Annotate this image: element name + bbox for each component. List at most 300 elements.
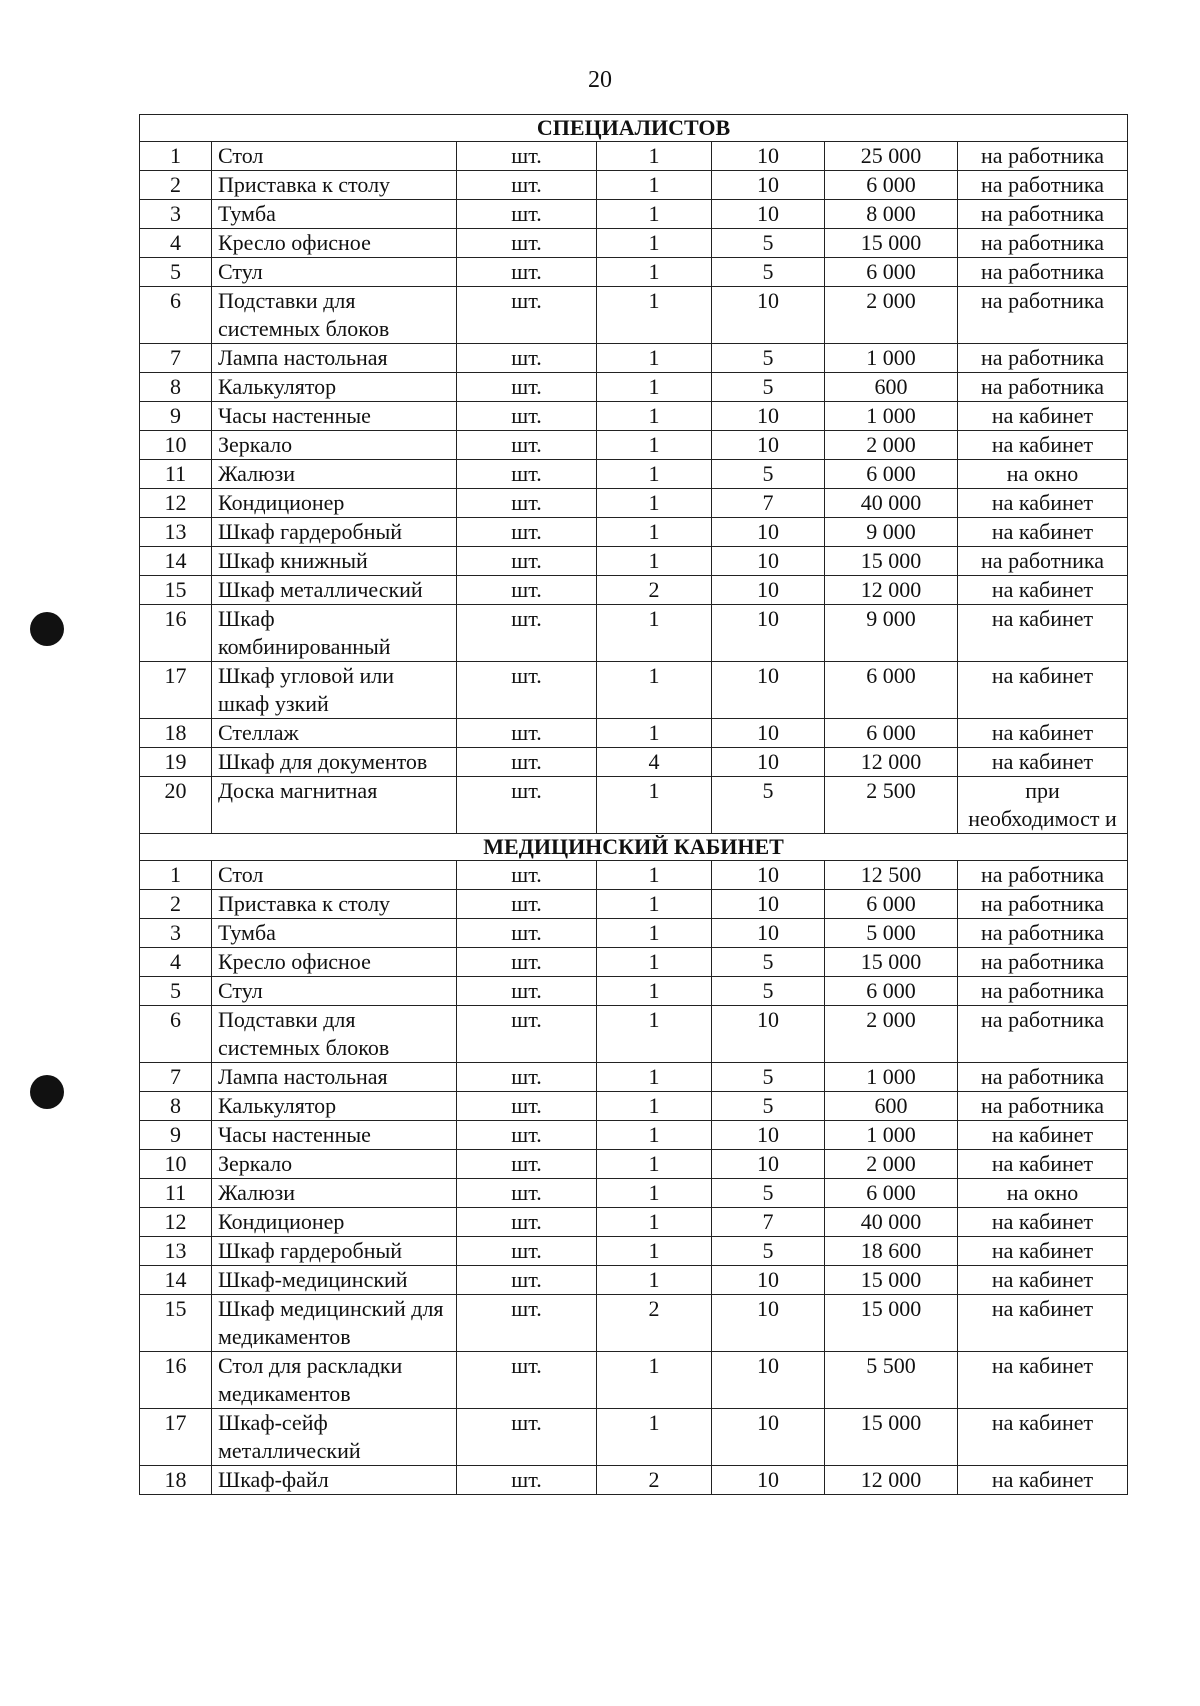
- price-cell: 1 000: [825, 1121, 958, 1150]
- table-row: [140, 142, 1128, 171]
- row-number: 10: [140, 1150, 212, 1179]
- price-cell: 2 500: [825, 777, 958, 834]
- service-years-cell: 10: [712, 748, 825, 777]
- norm-cell: на кабинет: [958, 605, 1128, 662]
- unit-cell: шт.: [457, 748, 597, 777]
- table-row: [140, 1266, 1128, 1295]
- table-row: [140, 605, 1128, 662]
- row-number: 4: [140, 948, 212, 977]
- quantity-cell: 1: [597, 460, 712, 489]
- table-row: [140, 171, 1128, 200]
- row-number: 1: [140, 142, 212, 171]
- item-name: Шкаф комбинированный: [212, 605, 457, 662]
- quantity-cell: 1: [597, 1063, 712, 1092]
- row-number: 5: [140, 977, 212, 1006]
- norm-cell: на кабинет: [958, 1409, 1128, 1466]
- unit-cell: шт.: [457, 1208, 597, 1237]
- row-number: 17: [140, 662, 212, 719]
- norm-cell: на кабинет: [958, 1237, 1128, 1266]
- price-cell: 5 500: [825, 1352, 958, 1409]
- unit-cell: шт.: [457, 171, 597, 200]
- price-cell: 6 000: [825, 719, 958, 748]
- table-row: [140, 777, 1128, 834]
- item-name: Шкаф металлический: [212, 576, 457, 605]
- item-name: Зеркало: [212, 431, 457, 460]
- row-number: 12: [140, 1208, 212, 1237]
- quantity-cell: 1: [597, 431, 712, 460]
- service-years-cell: 7: [712, 489, 825, 518]
- quantity-cell: 1: [597, 373, 712, 402]
- quantity-cell: 1: [597, 1237, 712, 1266]
- quantity-cell: 1: [597, 1266, 712, 1295]
- section-header-row: [140, 115, 1128, 142]
- row-number: 5: [140, 258, 212, 287]
- price-cell: 6 000: [825, 977, 958, 1006]
- price-cell: 600: [825, 373, 958, 402]
- quantity-cell: 1: [597, 142, 712, 171]
- row-number: 11: [140, 1179, 212, 1208]
- quantity-cell: 1: [597, 1121, 712, 1150]
- table-row: [140, 890, 1128, 919]
- unit-cell: шт.: [457, 489, 597, 518]
- item-name: Лампа настольная: [212, 344, 457, 373]
- table-row: [140, 200, 1128, 229]
- norm-cell: на работника: [958, 919, 1128, 948]
- service-years-cell: 10: [712, 1409, 825, 1466]
- price-cell: 2 000: [825, 431, 958, 460]
- unit-cell: шт.: [457, 1179, 597, 1208]
- item-name: Часы настенные: [212, 1121, 457, 1150]
- row-number: 18: [140, 1466, 212, 1495]
- price-cell: 15 000: [825, 1266, 958, 1295]
- row-number: 14: [140, 547, 212, 576]
- quantity-cell: 1: [597, 777, 712, 834]
- norm-cell: на работника: [958, 229, 1128, 258]
- item-name: Стол для раскладки медикаментов: [212, 1352, 457, 1409]
- quantity-cell: 4: [597, 748, 712, 777]
- norm-cell: на кабинет: [958, 576, 1128, 605]
- price-cell: 2 000: [825, 287, 958, 344]
- norm-cell: на работника: [958, 200, 1128, 229]
- service-years-cell: 5: [712, 344, 825, 373]
- quantity-cell: 1: [597, 1352, 712, 1409]
- quantity-cell: 1: [597, 719, 712, 748]
- quantity-cell: 1: [597, 171, 712, 200]
- item-name: Тумба: [212, 200, 457, 229]
- unit-cell: шт.: [457, 662, 597, 719]
- unit-cell: шт.: [457, 1092, 597, 1121]
- price-cell: 40 000: [825, 489, 958, 518]
- norm-cell: на кабинет: [958, 1295, 1128, 1352]
- item-name: Калькулятор: [212, 1092, 457, 1121]
- item-name: Шкаф гардеробный: [212, 1237, 457, 1266]
- table-row: [140, 547, 1128, 576]
- table-row: [140, 748, 1128, 777]
- table-row: [140, 518, 1128, 547]
- norm-cell: на кабинет: [958, 1150, 1128, 1179]
- unit-cell: шт.: [457, 777, 597, 834]
- row-number: 6: [140, 287, 212, 344]
- norm-cell: на кабинет: [958, 1208, 1128, 1237]
- service-years-cell: 10: [712, 1466, 825, 1495]
- service-years-cell: 10: [712, 1352, 825, 1409]
- service-years-cell: 5: [712, 460, 825, 489]
- row-number: 13: [140, 518, 212, 547]
- norm-cell: на работника: [958, 1092, 1128, 1121]
- section-header-row: [140, 834, 1128, 861]
- quantity-cell: 2: [597, 576, 712, 605]
- row-number: 11: [140, 460, 212, 489]
- unit-cell: шт.: [457, 890, 597, 919]
- service-years-cell: 5: [712, 1063, 825, 1092]
- item-name: Кресло офисное: [212, 229, 457, 258]
- service-years-cell: 10: [712, 1121, 825, 1150]
- unit-cell: шт.: [457, 373, 597, 402]
- section-title: СПЕЦИАЛИСТОВ: [140, 115, 1128, 142]
- norm-cell: на кабинет: [958, 402, 1128, 431]
- service-years-cell: 10: [712, 861, 825, 890]
- price-cell: 6 000: [825, 460, 958, 489]
- quantity-cell: 1: [597, 1409, 712, 1466]
- price-cell: 18 600: [825, 1237, 958, 1266]
- table-row: [140, 861, 1128, 890]
- quantity-cell: 1: [597, 287, 712, 344]
- unit-cell: шт.: [457, 344, 597, 373]
- price-cell: 25 000: [825, 142, 958, 171]
- norm-cell: на работника: [958, 142, 1128, 171]
- table-row: [140, 662, 1128, 719]
- service-years-cell: 5: [712, 777, 825, 834]
- norm-cell: на работника: [958, 287, 1128, 344]
- quantity-cell: 1: [597, 890, 712, 919]
- row-number: 19: [140, 748, 212, 777]
- row-number: 15: [140, 1295, 212, 1352]
- price-cell: 6 000: [825, 258, 958, 287]
- table-row: [140, 229, 1128, 258]
- price-cell: 15 000: [825, 229, 958, 258]
- table-row: [140, 1466, 1128, 1495]
- norm-cell: на работника: [958, 344, 1128, 373]
- row-number: 3: [140, 200, 212, 229]
- service-years-cell: 10: [712, 1295, 825, 1352]
- price-cell: 1 000: [825, 344, 958, 373]
- price-cell: 1 000: [825, 1063, 958, 1092]
- quantity-cell: 1: [597, 344, 712, 373]
- unit-cell: шт.: [457, 1237, 597, 1266]
- unit-cell: шт.: [457, 1150, 597, 1179]
- unit-cell: шт.: [457, 719, 597, 748]
- table-row: [140, 977, 1128, 1006]
- unit-cell: шт.: [457, 229, 597, 258]
- norm-cell: на окно: [958, 460, 1128, 489]
- price-cell: 15 000: [825, 1409, 958, 1466]
- item-name: Шкаф гардеробный: [212, 518, 457, 547]
- service-years-cell: 10: [712, 171, 825, 200]
- unit-cell: шт.: [457, 1063, 597, 1092]
- norm-cell: на кабинет: [958, 489, 1128, 518]
- service-years-cell: 5: [712, 977, 825, 1006]
- row-number: 8: [140, 1092, 212, 1121]
- unit-cell: шт.: [457, 200, 597, 229]
- price-cell: 8 000: [825, 200, 958, 229]
- quantity-cell: 1: [597, 605, 712, 662]
- service-years-cell: 10: [712, 1006, 825, 1063]
- item-name: Шкаф-файл: [212, 1466, 457, 1495]
- quantity-cell: 1: [597, 861, 712, 890]
- service-years-cell: 10: [712, 142, 825, 171]
- table-row: [140, 576, 1128, 605]
- equipment-table: [139, 114, 1128, 1495]
- price-cell: 2 000: [825, 1150, 958, 1179]
- row-number: 4: [140, 229, 212, 258]
- equipment-table-body: [140, 115, 1128, 1495]
- service-years-cell: 10: [712, 518, 825, 547]
- row-number: 6: [140, 1006, 212, 1063]
- item-name: Кондиционер: [212, 489, 457, 518]
- service-years-cell: 10: [712, 200, 825, 229]
- quantity-cell: 1: [597, 518, 712, 547]
- norm-cell: на работника: [958, 977, 1128, 1006]
- table-row: [140, 1352, 1128, 1409]
- quantity-cell: 1: [597, 919, 712, 948]
- norm-cell: на работника: [958, 1006, 1128, 1063]
- row-number: 8: [140, 373, 212, 402]
- service-years-cell: 10: [712, 1266, 825, 1295]
- norm-cell: на кабинет: [958, 518, 1128, 547]
- row-number: 3: [140, 919, 212, 948]
- norm-cell: на работника: [958, 547, 1128, 576]
- price-cell: 6 000: [825, 171, 958, 200]
- row-number: 9: [140, 402, 212, 431]
- norm-cell: на работника: [958, 1063, 1128, 1092]
- unit-cell: шт.: [457, 919, 597, 948]
- norm-cell: на окно: [958, 1179, 1128, 1208]
- norm-cell: на кабинет: [958, 1266, 1128, 1295]
- quantity-cell: 1: [597, 1208, 712, 1237]
- norm-cell: на работника: [958, 373, 1128, 402]
- unit-cell: шт.: [457, 402, 597, 431]
- quantity-cell: 1: [597, 402, 712, 431]
- item-name: Стул: [212, 258, 457, 287]
- table-row: [140, 1006, 1128, 1063]
- price-cell: 15 000: [825, 547, 958, 576]
- table-row: [140, 1295, 1128, 1352]
- row-number: 17: [140, 1409, 212, 1466]
- quantity-cell: 2: [597, 1295, 712, 1352]
- quantity-cell: 1: [597, 662, 712, 719]
- quantity-cell: 1: [597, 489, 712, 518]
- price-cell: 2 000: [825, 1006, 958, 1063]
- service-years-cell: 10: [712, 719, 825, 748]
- unit-cell: шт.: [457, 1409, 597, 1466]
- service-years-cell: 10: [712, 662, 825, 719]
- item-name: Калькулятор: [212, 373, 457, 402]
- quantity-cell: 1: [597, 977, 712, 1006]
- quantity-cell: 1: [597, 948, 712, 977]
- price-cell: 6 000: [825, 1179, 958, 1208]
- page-number: 20: [588, 67, 612, 93]
- row-number: 9: [140, 1121, 212, 1150]
- norm-cell: на работника: [958, 171, 1128, 200]
- service-years-cell: 5: [712, 258, 825, 287]
- table-row: [140, 1237, 1128, 1266]
- price-cell: 40 000: [825, 1208, 958, 1237]
- price-cell: 9 000: [825, 605, 958, 662]
- unit-cell: шт.: [457, 977, 597, 1006]
- service-years-cell: 10: [712, 1150, 825, 1179]
- item-name: Стол: [212, 861, 457, 890]
- norm-cell: на кабинет: [958, 748, 1128, 777]
- row-number: 16: [140, 1352, 212, 1409]
- unit-cell: шт.: [457, 576, 597, 605]
- row-number: 7: [140, 1063, 212, 1092]
- hole-punch-mark-upper: [30, 612, 64, 646]
- unit-cell: шт.: [457, 1266, 597, 1295]
- price-cell: 1 000: [825, 402, 958, 431]
- unit-cell: шт.: [457, 1466, 597, 1495]
- table-row: [140, 1179, 1128, 1208]
- norm-cell: на работника: [958, 861, 1128, 890]
- price-cell: 12 000: [825, 576, 958, 605]
- item-name: Подставки для системных блоков: [212, 287, 457, 344]
- quantity-cell: 1: [597, 547, 712, 576]
- table-row: [140, 1063, 1128, 1092]
- price-cell: 6 000: [825, 890, 958, 919]
- item-name: Тумба: [212, 919, 457, 948]
- unit-cell: шт.: [457, 1295, 597, 1352]
- row-number: 12: [140, 489, 212, 518]
- service-years-cell: 10: [712, 402, 825, 431]
- price-cell: 12 000: [825, 1466, 958, 1495]
- item-name: Шкаф-сейф металлический: [212, 1409, 457, 1466]
- item-name: Стол: [212, 142, 457, 171]
- price-cell: 15 000: [825, 1295, 958, 1352]
- service-years-cell: 5: [712, 948, 825, 977]
- item-name: Кондиционер: [212, 1208, 457, 1237]
- service-years-cell: 10: [712, 890, 825, 919]
- service-years-cell: 5: [712, 373, 825, 402]
- unit-cell: шт.: [457, 287, 597, 344]
- norm-cell: на кабинет: [958, 1352, 1128, 1409]
- item-name: Зеркало: [212, 1150, 457, 1179]
- unit-cell: шт.: [457, 861, 597, 890]
- norm-cell: при необходимост и: [958, 777, 1128, 834]
- unit-cell: шт.: [457, 605, 597, 662]
- unit-cell: шт.: [457, 142, 597, 171]
- row-number: 16: [140, 605, 212, 662]
- unit-cell: шт.: [457, 258, 597, 287]
- table-row: [140, 373, 1128, 402]
- item-name: Шкаф-медицинский: [212, 1266, 457, 1295]
- item-name: Жалюзи: [212, 460, 457, 489]
- table-row: [140, 258, 1128, 287]
- quantity-cell: 1: [597, 1006, 712, 1063]
- quantity-cell: 1: [597, 1092, 712, 1121]
- quantity-cell: 1: [597, 200, 712, 229]
- quantity-cell: 1: [597, 258, 712, 287]
- price-cell: 5 000: [825, 919, 958, 948]
- item-name: Лампа настольная: [212, 1063, 457, 1092]
- row-number: 14: [140, 1266, 212, 1295]
- quantity-cell: 1: [597, 1150, 712, 1179]
- table-row: [140, 1121, 1128, 1150]
- item-name: Приставка к столу: [212, 890, 457, 919]
- item-name: Стеллаж: [212, 719, 457, 748]
- item-name: Часы настенные: [212, 402, 457, 431]
- row-number: 20: [140, 777, 212, 834]
- table-row: [140, 1092, 1128, 1121]
- quantity-cell: 2: [597, 1466, 712, 1495]
- service-years-cell: 10: [712, 431, 825, 460]
- unit-cell: шт.: [457, 1352, 597, 1409]
- item-name: Стул: [212, 977, 457, 1006]
- unit-cell: шт.: [457, 948, 597, 977]
- item-name: Доска магнитная: [212, 777, 457, 834]
- table-row: [140, 489, 1128, 518]
- table-row: [140, 1208, 1128, 1237]
- norm-cell: на кабинет: [958, 662, 1128, 719]
- item-name: Подставки для системных блоков: [212, 1006, 457, 1063]
- service-years-cell: 5: [712, 1092, 825, 1121]
- norm-cell: на кабинет: [958, 431, 1128, 460]
- service-years-cell: 5: [712, 1237, 825, 1266]
- row-number: 2: [140, 171, 212, 200]
- price-cell: 12 000: [825, 748, 958, 777]
- table-row: [140, 948, 1128, 977]
- table-row: [140, 719, 1128, 748]
- row-number: 2: [140, 890, 212, 919]
- quantity-cell: 1: [597, 229, 712, 258]
- price-cell: 12 500: [825, 861, 958, 890]
- service-years-cell: 5: [712, 1179, 825, 1208]
- table-row: [140, 287, 1128, 344]
- service-years-cell: 10: [712, 576, 825, 605]
- unit-cell: шт.: [457, 431, 597, 460]
- service-years-cell: 10: [712, 919, 825, 948]
- row-number: 18: [140, 719, 212, 748]
- item-name: Кресло офисное: [212, 948, 457, 977]
- service-years-cell: 7: [712, 1208, 825, 1237]
- row-number: 13: [140, 1237, 212, 1266]
- unit-cell: шт.: [457, 518, 597, 547]
- item-name: Шкаф книжный: [212, 547, 457, 576]
- norm-cell: на кабинет: [958, 1121, 1128, 1150]
- table-row: [140, 1150, 1128, 1179]
- price-cell: 15 000: [825, 948, 958, 977]
- item-name: Жалюзи: [212, 1179, 457, 1208]
- table-row: [140, 344, 1128, 373]
- norm-cell: на работника: [958, 258, 1128, 287]
- table-row: [140, 919, 1128, 948]
- unit-cell: шт.: [457, 1121, 597, 1150]
- table-row: [140, 1409, 1128, 1466]
- hole-punch-mark-lower: [30, 1075, 64, 1109]
- unit-cell: шт.: [457, 547, 597, 576]
- norm-cell: на работника: [958, 948, 1128, 977]
- quantity-cell: 1: [597, 1179, 712, 1208]
- item-name: Шкаф угловой или шкаф узкий: [212, 662, 457, 719]
- service-years-cell: 10: [712, 605, 825, 662]
- item-name: Шкаф для документов: [212, 748, 457, 777]
- service-years-cell: 5: [712, 229, 825, 258]
- unit-cell: шт.: [457, 1006, 597, 1063]
- norm-cell: на кабинет: [958, 719, 1128, 748]
- table-row: [140, 402, 1128, 431]
- service-years-cell: 10: [712, 287, 825, 344]
- table-row: [140, 431, 1128, 460]
- service-years-cell: 10: [712, 547, 825, 576]
- item-name: Приставка к столу: [212, 171, 457, 200]
